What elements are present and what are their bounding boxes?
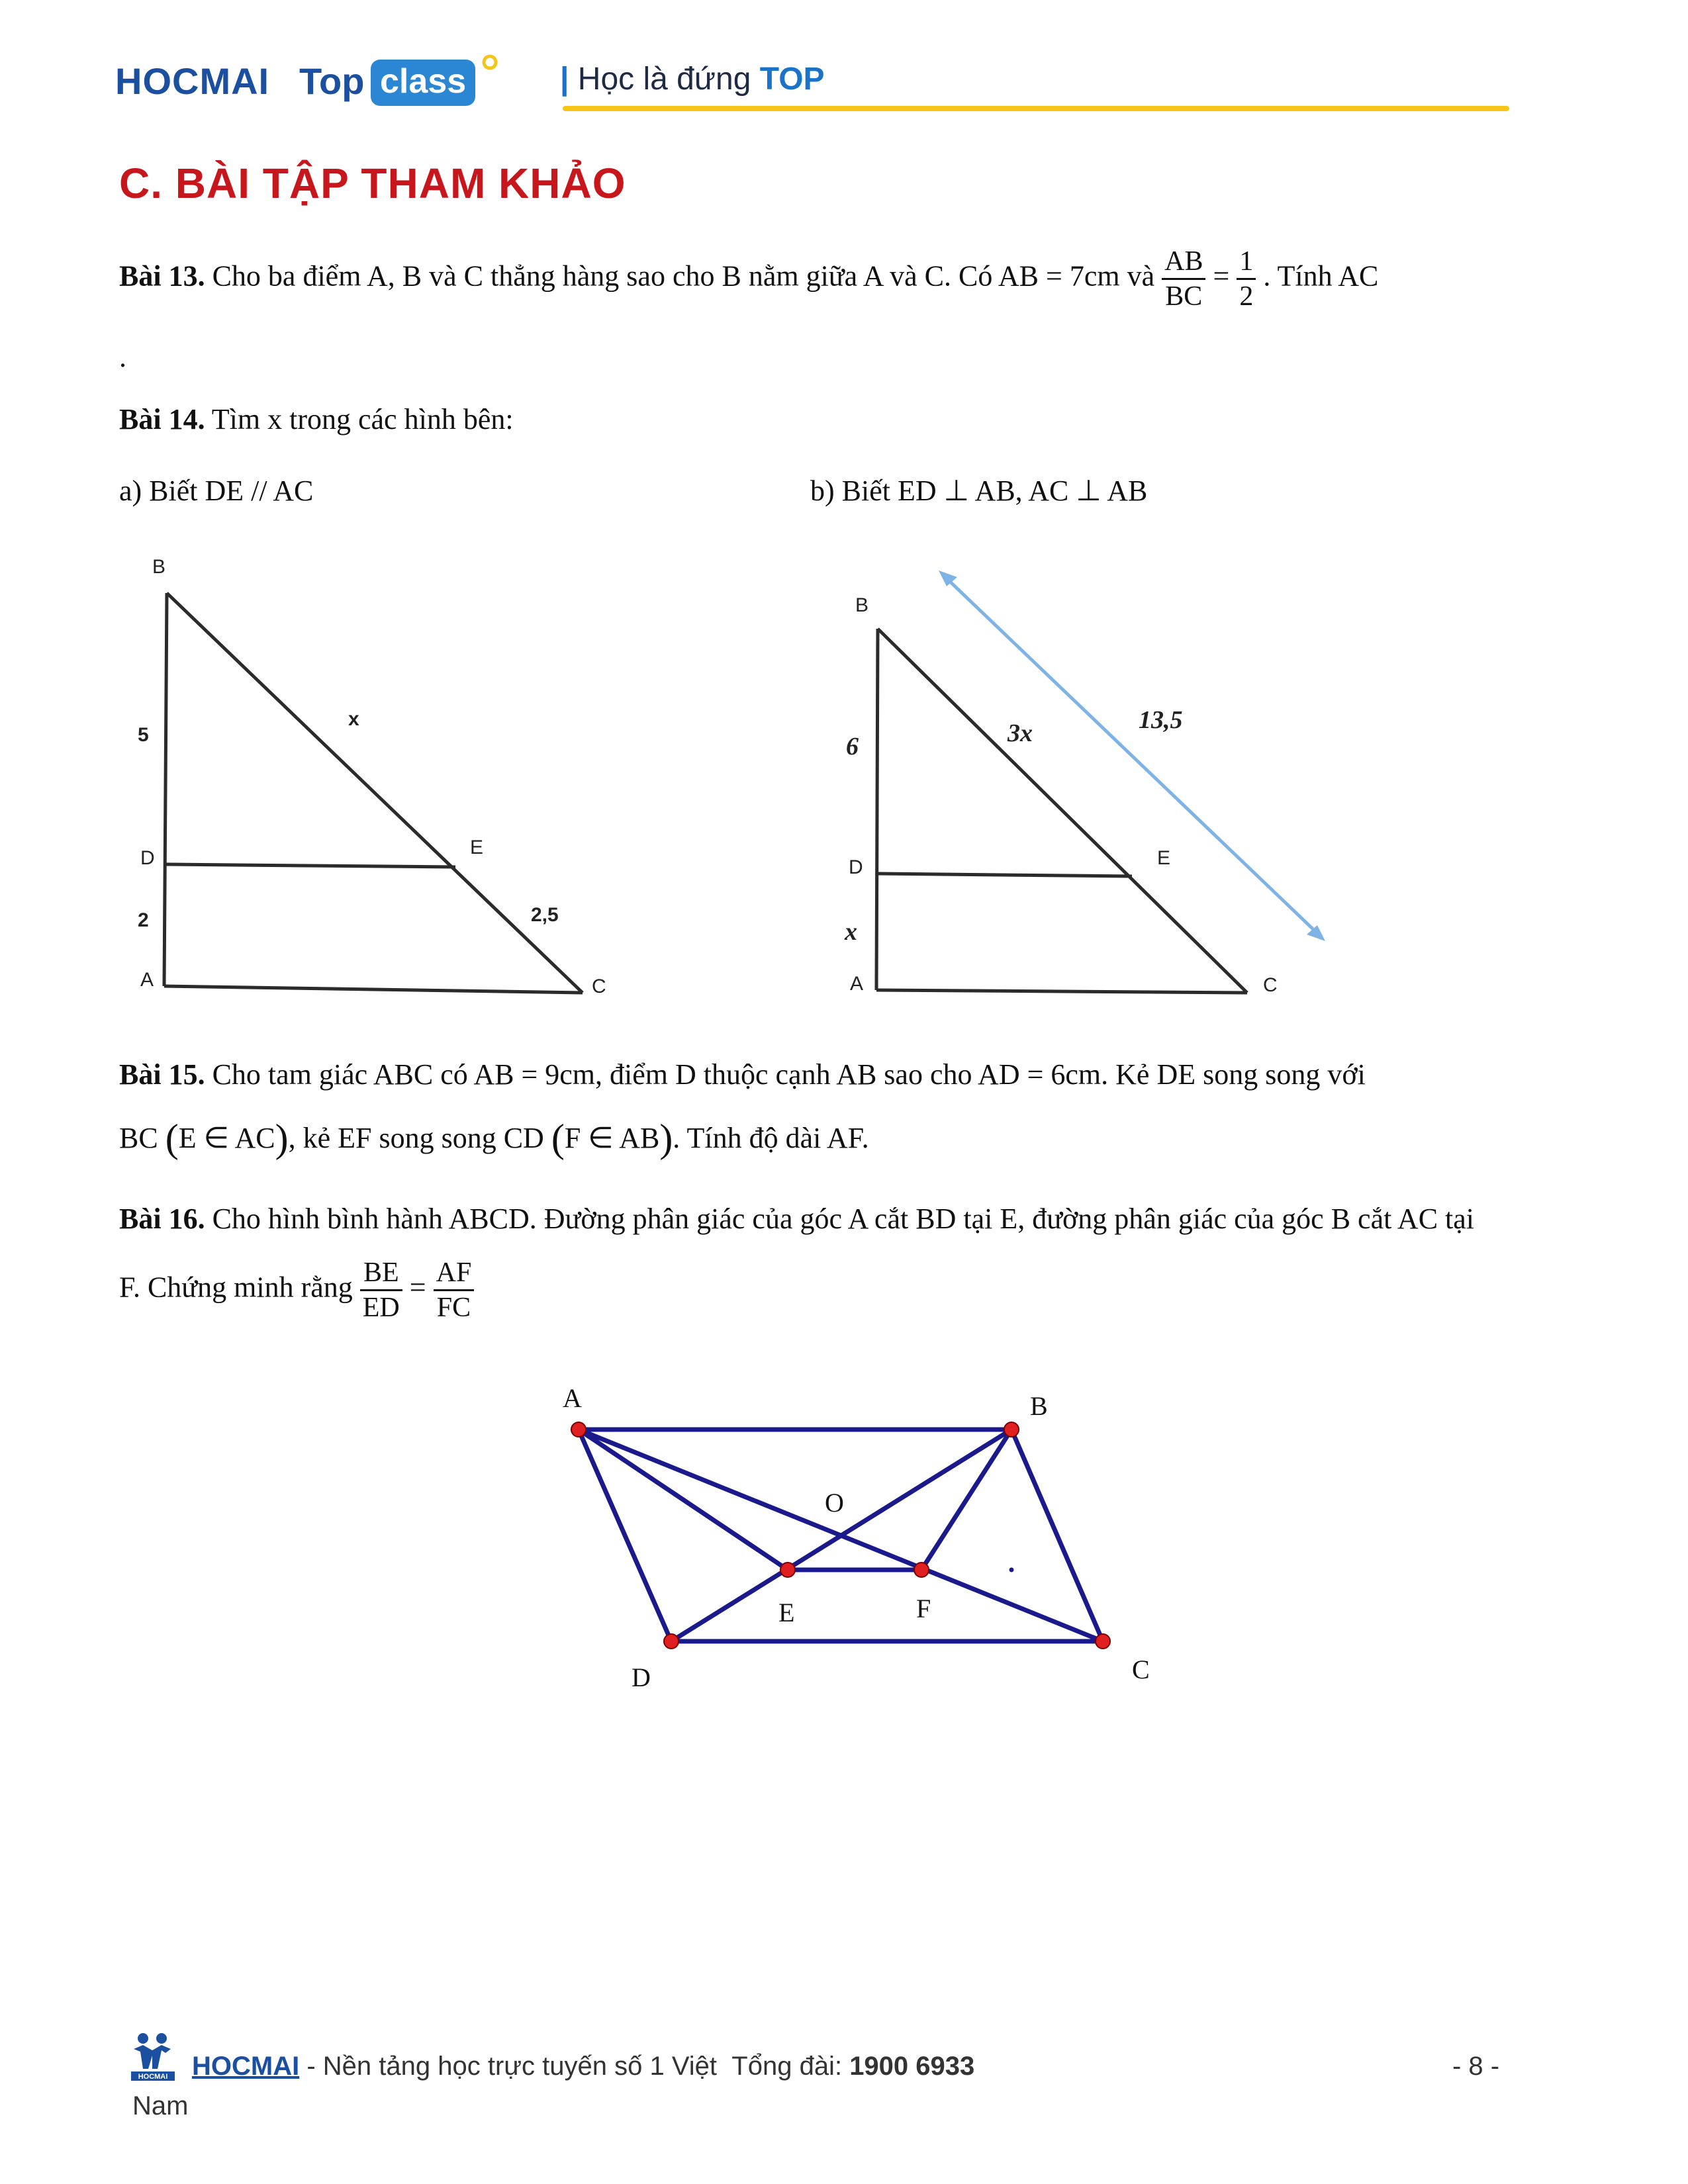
bai16-frac1-den: ED bbox=[362, 1293, 400, 1323]
bai15-label: Bài 15. bbox=[119, 1058, 205, 1091]
fig-b-label-e: E bbox=[1157, 847, 1171, 869]
fig-b-len-be: 3x bbox=[1008, 719, 1033, 747]
bai15-line2 bbox=[119, 1118, 869, 1158]
bai13-dot: . bbox=[119, 341, 126, 373]
bai13-tail: . Tính AC bbox=[1263, 259, 1379, 293]
logo-class: class bbox=[371, 60, 475, 106]
pg-bisector-bf bbox=[921, 1430, 1011, 1570]
slogan-bar: | bbox=[560, 62, 569, 97]
pg-label-d: D bbox=[632, 1662, 651, 1692]
bai13-frac2 bbox=[1237, 245, 1256, 313]
paren-open: ( bbox=[165, 1116, 179, 1160]
slogan-top: TOP bbox=[759, 62, 825, 97]
fig-a-len-da: 2 bbox=[138, 909, 149, 931]
bai15-tail: . Tính độ dài AF. bbox=[673, 1122, 869, 1154]
fig-a-len-bd: 5 bbox=[138, 724, 149, 746]
pg-label-a: A bbox=[563, 1383, 582, 1413]
bai13-frac1-num: AB bbox=[1162, 245, 1205, 280]
bai16-text: Cho hình bình hành ABCD. Đường phân giác của góc A cắt BD tại E, đường phân giác của góc B cắt AC tại bbox=[212, 1203, 1475, 1235]
fig-a-label-c: C bbox=[592, 976, 606, 997]
fig-b-label-a: A bbox=[850, 973, 864, 995]
fig-a-side-ac bbox=[164, 986, 583, 993]
bai16-frac1 bbox=[360, 1256, 402, 1324]
bai13-frac1-den: BC bbox=[1165, 281, 1203, 312]
bai16-frac2 bbox=[434, 1256, 475, 1324]
bai13-frac2-num: 1 bbox=[1237, 245, 1256, 280]
footer-page-number: - 8 - bbox=[1452, 2052, 1500, 2081]
bai15-cond1: E ∈ AC bbox=[178, 1122, 275, 1154]
slogan-text: Học là đứng bbox=[577, 62, 751, 97]
bai14-line bbox=[119, 400, 514, 439]
bai14-text: Tìm x trong các hình bên: bbox=[211, 403, 514, 435]
logo-hocmai: HOCMAI bbox=[115, 60, 270, 102]
bai13-frac2-den: 2 bbox=[1239, 281, 1254, 312]
bai13-frac1 bbox=[1162, 245, 1205, 313]
bai14-b-condition bbox=[810, 471, 1147, 511]
pg-label-b: B bbox=[1030, 1391, 1048, 1421]
pg-point-b bbox=[1004, 1422, 1019, 1437]
bai16-line2 bbox=[119, 1256, 474, 1324]
footer-brand-link[interactable]: HOCMAI bbox=[192, 2052, 300, 2081]
paren-close: ) bbox=[275, 1116, 289, 1160]
fig-b-len-bc: 13,5 bbox=[1139, 706, 1183, 734]
pg-point-f bbox=[914, 1563, 929, 1577]
figure-a bbox=[126, 536, 655, 999]
pg-point-e bbox=[780, 1563, 795, 1577]
bai16-line1 bbox=[119, 1199, 1474, 1239]
sun-icon bbox=[477, 49, 503, 75]
fig-a-label-e: E bbox=[470, 837, 484, 858]
bai15-bc: BC bbox=[119, 1122, 158, 1154]
bai16-frac1-num: BE bbox=[360, 1256, 402, 1291]
bai14-b-prefix: b) Biết bbox=[810, 475, 890, 507]
pg-point-d bbox=[664, 1634, 679, 1649]
fig-b-label-b: B bbox=[855, 594, 869, 616]
pg-point-a bbox=[571, 1422, 586, 1437]
bai14-a-condition bbox=[119, 471, 313, 511]
fig-b-len-da: x bbox=[845, 918, 857, 946]
pg-label-e: E bbox=[778, 1598, 795, 1627]
footer-tagline: Nền tảng học trực tuyến số 1 Việt bbox=[322, 2052, 718, 2081]
bai16-frac2-num: AF bbox=[434, 1256, 475, 1291]
bai16-prefix: F. Chứng minh rằng bbox=[119, 1271, 353, 1304]
fig-b-segment-de bbox=[877, 874, 1132, 876]
pg-label-o: O bbox=[825, 1488, 844, 1518]
figure-b bbox=[841, 563, 1383, 1039]
header-rule bbox=[563, 106, 1509, 111]
footer-nam: Nam bbox=[132, 2091, 189, 2120]
logo-top: Top bbox=[299, 60, 365, 102]
pg-label-c: C bbox=[1132, 1655, 1150, 1684]
fig-a-label-d: D bbox=[140, 847, 155, 869]
fig-b-label-d: D bbox=[849, 856, 863, 878]
hocmai-footer-logo-icon bbox=[130, 2030, 176, 2083]
bai15-line1 bbox=[119, 1055, 1366, 1095]
fig-a-len-be: x bbox=[348, 708, 359, 730]
fig-b-side-ab bbox=[876, 629, 878, 990]
bai16-label: Bài 16. bbox=[119, 1203, 205, 1235]
footer-line bbox=[192, 2052, 974, 2081]
bai13-label: Bài 13. bbox=[119, 259, 205, 293]
paren-open: ( bbox=[551, 1116, 565, 1160]
bai14-b-cond: ED ⊥ AB, AC ⊥ AB bbox=[897, 475, 1148, 507]
paren-close: ) bbox=[659, 1116, 673, 1160]
fig-b-side-ac bbox=[876, 990, 1247, 993]
pg-point-c bbox=[1096, 1634, 1110, 1649]
bai15-mid: , kẻ EF song song CD bbox=[288, 1122, 544, 1154]
bai14-a-cond: DE // AC bbox=[205, 475, 314, 507]
fig-a-side-bc bbox=[167, 593, 583, 993]
bai13-eq: = bbox=[1213, 259, 1230, 293]
slogan bbox=[560, 61, 825, 97]
fig-a-segment-de bbox=[165, 864, 455, 867]
footer-logo-text: HOCMAI bbox=[138, 2073, 168, 2081]
pg-label-f: F bbox=[916, 1594, 931, 1623]
figure-parallelogram bbox=[516, 1370, 1178, 1714]
footer-dash: - bbox=[299, 2052, 323, 2081]
footer-hotline-label: Tổng đài: bbox=[731, 2052, 843, 2081]
pg-diagonal-bd bbox=[671, 1430, 1011, 1641]
fig-b-label-c: C bbox=[1263, 974, 1278, 996]
bai15-text: Cho tam giác ABC có AB = 9cm, điểm D thuộc cạnh AB sao cho AD = 6cm. Kẻ DE song song với bbox=[212, 1058, 1366, 1091]
fig-a-len-ec: 2,5 bbox=[531, 904, 559, 926]
bai14-a-prefix: a) Biết bbox=[119, 475, 198, 507]
section-title: C. BÀI TẬP THAM KHẢO bbox=[119, 159, 626, 207]
bai13-text: Cho ba điểm A, B và C thẳng hàng sao cho B nằm giữa A và C. Có AB = 7cm và bbox=[212, 259, 1155, 293]
bai14-label: Bài 14. bbox=[119, 403, 205, 435]
fig-a-side-ab bbox=[164, 593, 167, 986]
bai15-cond2: F ∈ AB bbox=[564, 1122, 660, 1154]
fig-a-label-b: B bbox=[152, 556, 166, 578]
bai16-frac2-den: FC bbox=[436, 1293, 471, 1323]
bai16-eq: = bbox=[409, 1271, 426, 1304]
fig-a-label-a: A bbox=[140, 969, 154, 991]
fig-b-len-bd: 6 bbox=[846, 733, 859, 760]
footer-hotline: 1900 6933 bbox=[849, 2052, 975, 2081]
bai13-line1 bbox=[119, 245, 1378, 313]
